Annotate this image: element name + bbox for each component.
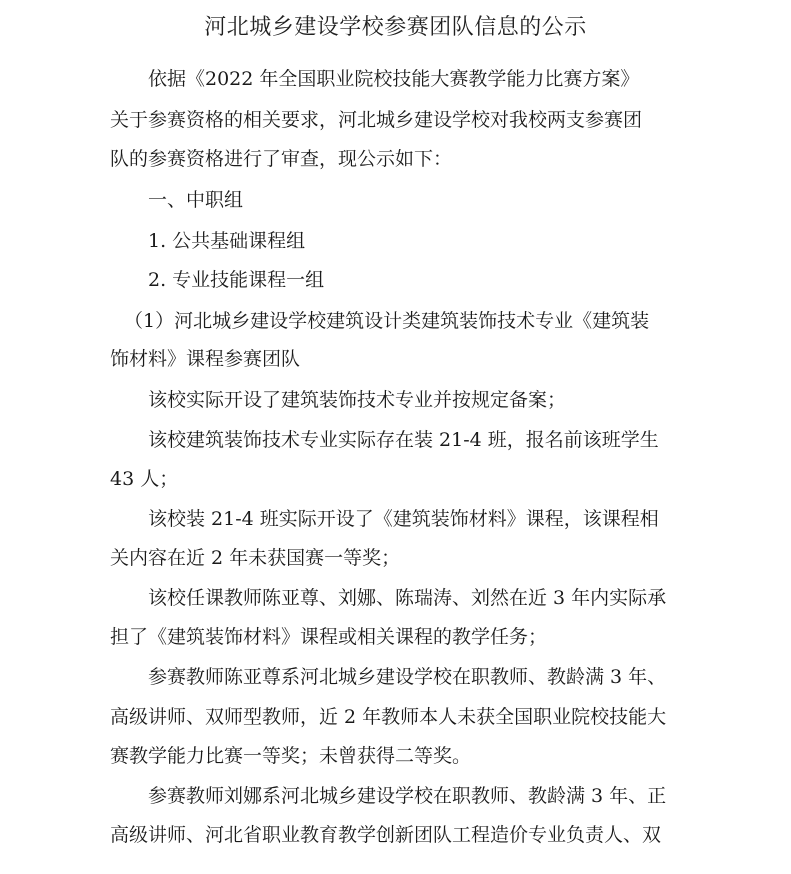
- paragraph-line: 高级讲师、河北省职业教育教学创新团队工程造价专业负责人、双: [110, 824, 662, 846]
- team-heading: 饰材料》课程参赛团队: [110, 348, 301, 370]
- paragraph-line: 队的参赛资格进行了审查，现公示如下：: [110, 148, 453, 170]
- paragraph-line: 关内容在近 2 年未获国赛一等奖；: [110, 547, 401, 569]
- team-heading: （1）河北城乡建设学校建筑设计类建筑装饰技术专业《建筑装: [124, 310, 650, 332]
- paragraph-line: 该校任课教师陈亚尊、刘娜、陈瑞涛、刘然在近 3 年内实际承: [148, 587, 667, 609]
- paragraph-line: 担了《建筑装饰材料》课程或相关课程的教学任务；: [110, 626, 548, 648]
- paragraph-line: 参赛教师陈亚尊系河北城乡建设学校在职教师、教龄满 3 年、: [148, 666, 667, 688]
- subsection-heading: 2. 专业技能课程一组: [148, 269, 325, 291]
- paragraph-line: 关于参赛资格的相关要求，河北城乡建设学校对我校两支参赛团: [110, 109, 643, 131]
- paragraph-line: 赛教学能力比赛一等奖；未曾获得二等奖。: [110, 745, 472, 767]
- paragraph-line: 参赛教师刘娜系河北城乡建设学校在职教师、教龄满 3 年、正: [148, 785, 667, 807]
- paragraph-line: 该校建筑装饰技术专业实际存在装 21-4 班，报名前该班学生: [148, 429, 659, 451]
- document-title: 河北城乡建设学校参赛团队信息的公示: [204, 15, 587, 40]
- subsection-heading: 1. 公共基础课程组: [148, 230, 306, 252]
- paragraph-line: 依据《2022 年全国职业院校技能大赛教学能力比赛方案》: [148, 68, 640, 90]
- paragraph-line: 43 人；: [110, 468, 179, 490]
- paragraph-line: 该校装 21-4 班实际开设了《建筑装饰材料》课程，该课程相: [148, 508, 659, 530]
- paragraph-line: 该校实际开设了建筑装饰技术专业并按规定备案；: [148, 389, 567, 411]
- paragraph-line: 高级讲师、双师型教师，近 2 年教师本人未获全国职业院校技能大: [110, 706, 667, 728]
- section-heading: 一、中职组: [148, 189, 244, 211]
